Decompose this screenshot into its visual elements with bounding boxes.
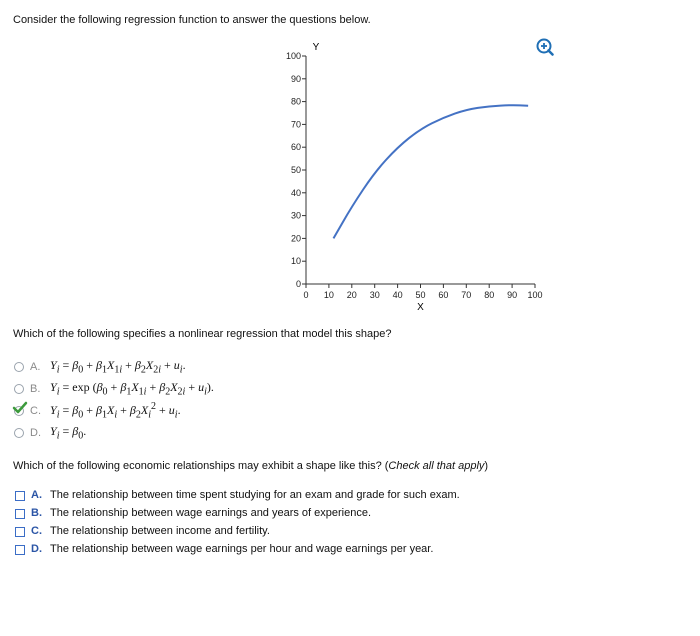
checkbox-a-text: The relationship between time spent studying for an exam and grade for such exam. xyxy=(50,489,460,501)
option-d[interactable] xyxy=(14,424,86,442)
x-tick-label: 60 xyxy=(438,290,449,300)
y-tick-label: 50 xyxy=(290,165,301,175)
correct-check-icon xyxy=(12,401,28,415)
x-tick-label: 40 xyxy=(392,290,403,300)
checkbox-c[interactable] xyxy=(15,527,25,537)
option-b-letter: B. xyxy=(30,383,41,395)
chart-axes xyxy=(306,56,535,284)
y-tick-label: 30 xyxy=(290,210,301,221)
y-axis-label: Y xyxy=(312,42,320,53)
x-tick-label: 50 xyxy=(415,290,426,300)
y-tick-label: 70 xyxy=(290,119,301,130)
series-line xyxy=(333,105,528,238)
option-d-formula: $Y_i = \beta_0$. xyxy=(50,424,87,442)
question-2-prefix: Which of the following economic relationships may exhibit a shape like this? ( xyxy=(13,460,389,472)
x-tick-label: 0 xyxy=(303,290,309,300)
radio-d[interactable] xyxy=(14,428,24,438)
x-ticks xyxy=(303,284,542,300)
option-a-letter: A. xyxy=(30,361,41,373)
x-tick-label: 100 xyxy=(527,290,543,300)
y-tick-label: 0 xyxy=(295,279,301,289)
checkbox-c-text: The relationship between income and fertility. xyxy=(50,525,270,537)
radio-a[interactable] xyxy=(14,362,24,372)
y-tick-label: 100 xyxy=(285,51,301,61)
option-a-formula: $Y_i = \beta_0 + \beta_1X_{1i} + \beta_2X_{2i} + u_i$. xyxy=(50,358,186,376)
x-tick-label: 70 xyxy=(461,290,472,300)
x-tick-label: 20 xyxy=(346,290,357,300)
option-a[interactable] xyxy=(14,358,186,376)
x-tick-label: 10 xyxy=(323,290,334,300)
checkbox-b[interactable] xyxy=(15,509,25,519)
checkbox-c-letter: C. xyxy=(31,525,42,537)
zoom-in-icon[interactable] xyxy=(536,38,554,56)
question-2-italic: Check all that apply xyxy=(388,460,485,472)
y-tick-label: 90 xyxy=(290,73,301,84)
intro-text: Consider the following regression function to answer the questions below. xyxy=(13,14,371,26)
option-b-formula: $Y_i = \exp (\beta_0 + \beta_1X_{1i} + \beta_2X_{2i} + u_i)$. xyxy=(50,380,214,398)
x-tick-label: 30 xyxy=(369,290,380,300)
option-d-letter: D. xyxy=(30,427,41,439)
option-c-formula: $Y_i = \beta_0 + \beta_1X_i + \beta_2X_i^2 + u_i$. xyxy=(50,401,181,421)
checkbox-d-letter: D. xyxy=(31,543,42,555)
y-tick-label: 60 xyxy=(290,142,301,153)
option-c[interactable] xyxy=(14,402,181,420)
y-tick-label: 10 xyxy=(290,256,301,267)
option-c-letter: C. xyxy=(30,405,41,417)
checkbox-d[interactable] xyxy=(15,545,25,555)
x-axis-label: X xyxy=(417,302,424,313)
x-tick-label: 90 xyxy=(507,290,518,300)
y-tick-label: 40 xyxy=(290,187,301,198)
checkbox-d-text: The relationship between wage earnings per hour and wage earnings per year. xyxy=(50,543,434,555)
y-tick-label: 20 xyxy=(290,233,301,244)
radio-b[interactable] xyxy=(14,384,24,394)
question-1: Which of the following specifies a nonlinear regression that model this shape? xyxy=(13,328,392,340)
x-tick-label: 80 xyxy=(484,290,495,300)
y-tick-label: 80 xyxy=(290,96,301,107)
option-b[interactable] xyxy=(14,380,214,398)
checkbox-b-letter: B. xyxy=(31,507,42,519)
y-ticks xyxy=(286,51,306,289)
checkbox-b-text: The relationship between wage earnings and years of experience. xyxy=(50,507,372,519)
question-2-suffix: ) xyxy=(484,460,489,472)
checkbox-a-letter: A. xyxy=(31,489,42,501)
question-2 xyxy=(13,460,488,472)
checkbox-a[interactable] xyxy=(15,491,25,501)
